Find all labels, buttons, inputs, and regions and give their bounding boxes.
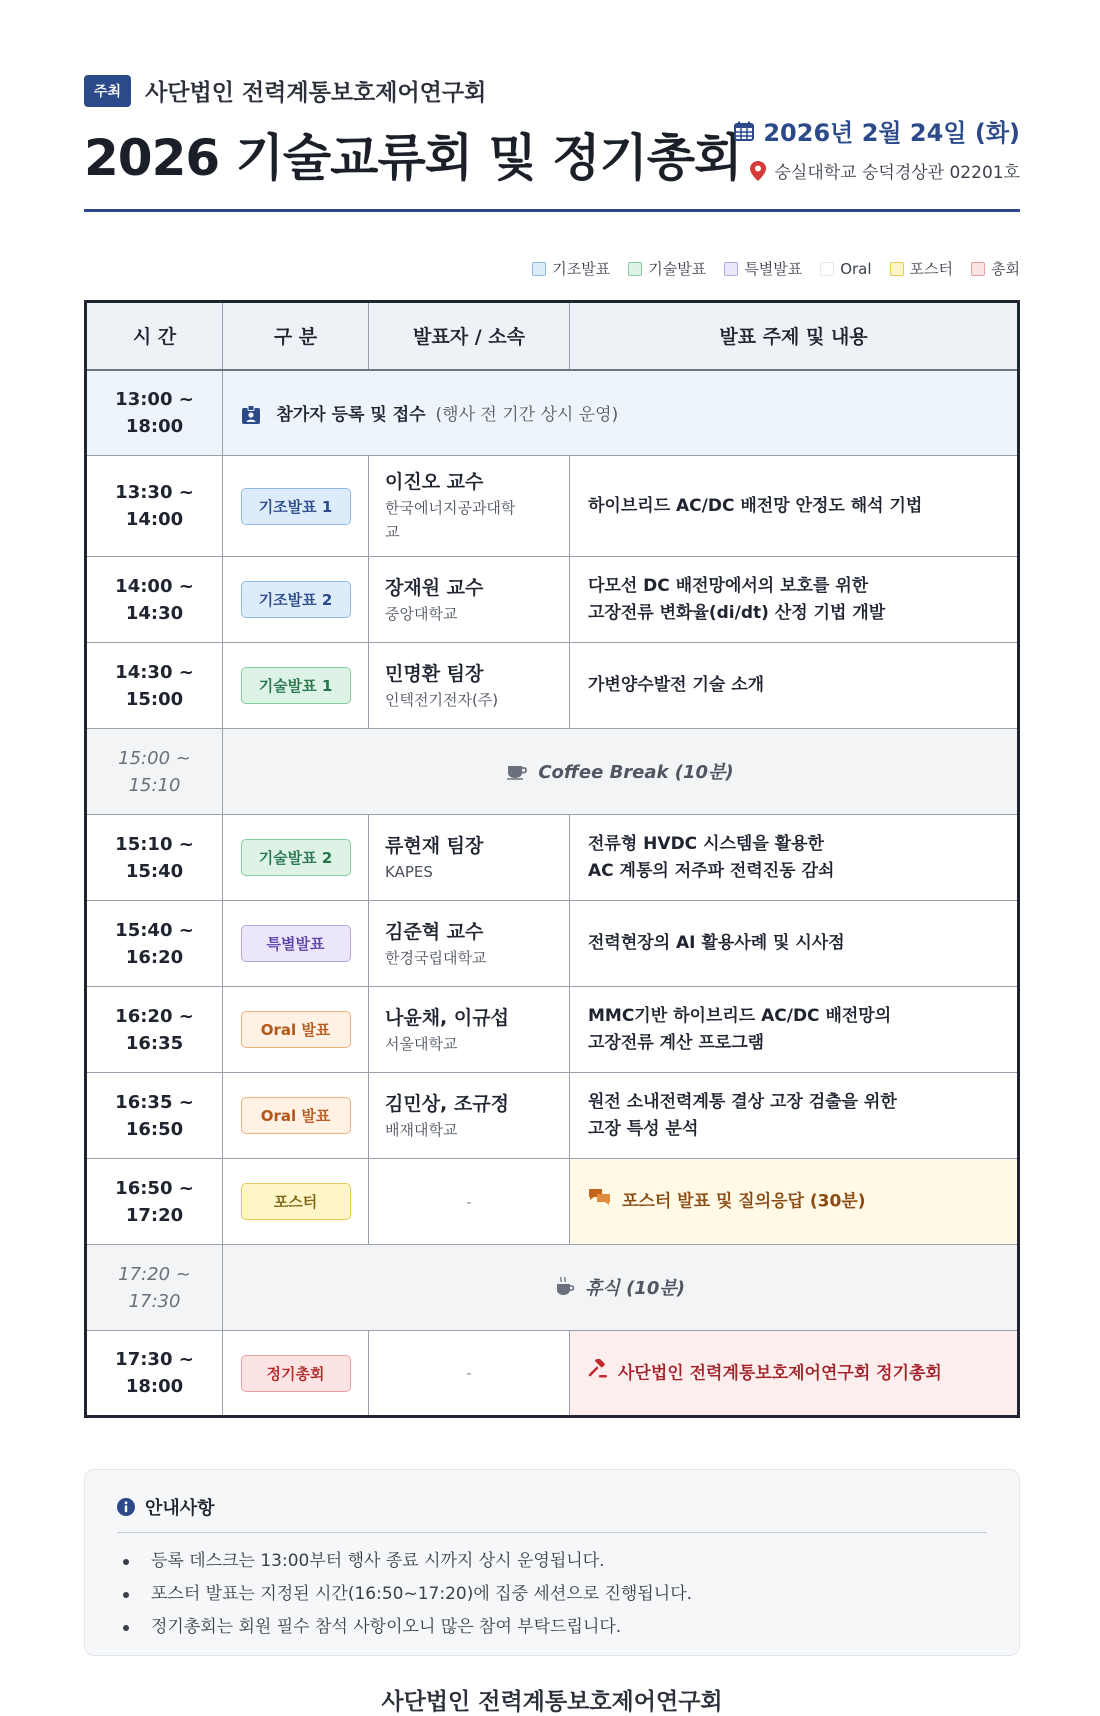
time-cell — [86, 643, 223, 729]
legend-label: 특별발표 — [744, 260, 803, 278]
chat-bubbles-icon — [588, 1187, 612, 1216]
presenter-org: 한경국립대학교 — [385, 948, 487, 967]
host-row — [84, 74, 486, 107]
general-meeting-row — [86, 1331, 1019, 1417]
time-cell — [86, 987, 223, 1073]
type-cell — [223, 1159, 369, 1245]
presenter-name: 나윤채, 이규섭 — [385, 1006, 509, 1029]
registration-cell — [223, 370, 1019, 456]
topic-cell — [570, 1159, 1019, 1245]
session-row — [86, 901, 1019, 987]
topic-line: 원전 소내전력계통 결상 고장 검출을 위한 — [588, 1091, 897, 1112]
time-end: 14:30 — [125, 602, 184, 624]
rest-row-cell — [223, 1245, 1019, 1331]
table-header-row — [86, 302, 1019, 370]
type-cell — [223, 643, 369, 729]
topic-line: 고장전류 변화율(di/dt) 산정 기법 개발 — [588, 602, 886, 623]
host-badge: 주최 — [84, 75, 131, 107]
coffee-break-row — [86, 729, 1019, 815]
type-cell — [223, 456, 369, 557]
session-tag: Oral 발표 — [241, 1097, 351, 1134]
time-start: 13:30 ~ — [115, 482, 194, 503]
registration-note: (행사 전 기간 상시 운영) — [435, 405, 619, 426]
rest-row — [86, 1245, 1019, 1331]
time-cell — [86, 1331, 223, 1417]
notice-list — [117, 1545, 987, 1644]
header-presenter: 발표자 / 소속 — [369, 302, 570, 370]
time-cell — [86, 557, 223, 643]
topic-line: 고장 특성 분석 — [588, 1118, 699, 1139]
session-tag: 기술발표 1 — [241, 667, 351, 704]
topic-line: 가변양수발전 기술 소개 — [588, 675, 765, 695]
coffee-break-row-label: Coffee Break (10분) — [538, 762, 734, 784]
time-end: 15:10 — [128, 774, 181, 796]
type-cell — [223, 901, 369, 987]
time-start: 17:20 ~ — [118, 1263, 191, 1285]
coffee-icon — [555, 1276, 575, 1301]
time-start: 13:00 ~ — [115, 388, 194, 410]
time-cell — [86, 1073, 223, 1159]
notice-box — [84, 1469, 1020, 1656]
presenter-cell-empty: - — [369, 1331, 570, 1417]
footer-org-name: 사단법인 전력계통보호제어연구회 — [381, 1689, 723, 1715]
time-start: 16:35 ~ — [115, 1091, 194, 1113]
type-cell — [223, 1331, 369, 1417]
topic-cell — [570, 987, 1019, 1073]
time-end: 18:00 — [125, 415, 184, 437]
presenter-cell — [369, 901, 570, 987]
poster-row — [86, 1159, 1019, 1245]
session-tag: Oral 발표 — [241, 1011, 351, 1048]
presenter-org: 중앙대학교 — [385, 604, 458, 623]
session-tag: 포스터 — [241, 1183, 351, 1220]
event-date — [733, 113, 1020, 148]
event-location — [750, 158, 1020, 183]
presenter-cell — [369, 1073, 570, 1159]
registration-label: 참가자 등록 및 접수 — [276, 405, 426, 426]
legend-label: 기조발표 — [552, 260, 611, 278]
legend-item — [724, 258, 802, 279]
time-start: 14:00 ~ — [115, 575, 194, 597]
event-date-text: 2026년 2월 24일 (화) — [763, 119, 1020, 147]
presenter-org: KAPES — [385, 862, 433, 881]
time-cell — [86, 1245, 223, 1331]
time-cell — [86, 729, 223, 815]
presenter-name: 류현재 팀장 — [385, 834, 484, 857]
time-cell — [86, 901, 223, 987]
presenter-name: 김준혁 교수 — [385, 920, 484, 943]
page-title: 2026 기술교류회 및 정기총회 — [84, 129, 742, 187]
time-cell — [86, 815, 223, 901]
legend-swatch — [532, 262, 546, 276]
id-badge-icon — [241, 405, 261, 425]
presenter-name: 김민상, 조규정 — [385, 1092, 509, 1115]
presenter-name: 장재원 교수 — [385, 576, 484, 599]
topic-line: AC 계통의 저주파 전력진동 감쇠 — [588, 860, 835, 881]
topic-line: 고장전류 계산 프로그램 — [588, 1032, 765, 1053]
poster-row-label: 포스터 발표 및 질의응답 (30분) — [622, 1191, 866, 1212]
presenter-cell — [369, 557, 570, 643]
session-tag: 특별발표 — [241, 925, 351, 962]
time-cell — [86, 456, 223, 557]
map-pin-icon — [750, 161, 766, 181]
time-start: 14:30 ~ — [115, 661, 194, 683]
header-divider — [84, 209, 1020, 212]
session-tag: 기조발표 1 — [241, 488, 351, 525]
time-start: 16:20 ~ — [115, 1005, 194, 1027]
notice-item: 포스터 발표는 지정된 시간(16:50~17:20)에 집중 세션으로 진행됩니다. — [117, 1578, 987, 1611]
legend-item — [628, 258, 706, 279]
event-location-text: 숭실대학교 숭덕경상관 02201호 — [774, 163, 1020, 183]
legend-label: 포스터 — [909, 260, 954, 278]
topic-line: 하이브리드 AC/DC 배전망 안정도 해석 기법 — [588, 495, 923, 516]
notice-title: 안내사항 — [145, 1498, 215, 1519]
legend-item — [820, 260, 871, 278]
session-row — [86, 815, 1019, 901]
legend-swatch — [724, 262, 738, 276]
general-meeting-row-label: 사단법인 전력계통보호제어연구회 정기총회 — [618, 1363, 942, 1383]
presenter-org: 교 — [385, 523, 400, 541]
legend-item — [890, 258, 953, 279]
time-end: 14:00 — [125, 509, 184, 530]
presenter-cell — [369, 643, 570, 729]
session-row — [86, 456, 1019, 557]
legend-swatch — [820, 262, 834, 276]
time-end: 15:40 — [125, 860, 184, 882]
coffee-break-row-cell — [223, 729, 1019, 815]
presenter-cell-empty: - — [369, 1159, 570, 1245]
topic-cell — [570, 456, 1019, 557]
legend-swatch — [890, 262, 904, 276]
type-cell — [223, 815, 369, 901]
header-time: 시 간 — [86, 302, 223, 370]
time-start: 15:40 ~ — [115, 919, 194, 941]
gavel-icon — [588, 1359, 608, 1388]
legend-label: 총회 — [991, 260, 1020, 278]
legend-swatch — [628, 262, 642, 276]
session-row — [86, 557, 1019, 643]
legend-item — [971, 258, 1020, 279]
header-topic: 발표 주제 및 내용 — [570, 302, 1019, 370]
time-cell — [86, 1159, 223, 1245]
time-end: 18:00 — [125, 1376, 184, 1397]
notice-item: 등록 데스크는 13:00부터 행사 종료 시까지 상시 운영됩니다. — [117, 1545, 987, 1578]
legend-label: Oral — [840, 259, 872, 278]
time-cell — [86, 370, 223, 456]
session-row — [86, 1073, 1019, 1159]
notice-header — [117, 1494, 987, 1533]
topic-line: MMC기반 하이브리드 AC/DC 배전망의 — [588, 1005, 892, 1026]
presenter-name: 민명환 팀장 — [385, 662, 484, 685]
type-cell — [223, 987, 369, 1073]
legend — [514, 258, 1020, 279]
session-row — [86, 987, 1019, 1073]
topic-cell — [570, 643, 1019, 729]
presenter-cell — [369, 456, 570, 557]
legend-item — [532, 258, 610, 279]
notice-item: 정기총회는 회원 필수 참석 사항이오니 많은 참여 부탁드립니다. — [117, 1611, 987, 1644]
time-end: 17:20 — [125, 1204, 184, 1226]
topic-line: 다모선 DC 배전망에서의 보호를 위한 — [588, 575, 869, 596]
time-end: 17:30 — [128, 1290, 181, 1312]
presenter-cell — [369, 815, 570, 901]
time-end: 15:00 — [125, 688, 184, 710]
session-tag: 기술발표 2 — [241, 839, 351, 876]
time-end: 16:50 — [125, 1118, 184, 1140]
presenter-org: 배재대학교 — [385, 1120, 458, 1139]
topic-cell — [570, 557, 1019, 643]
time-end: 16:20 — [125, 946, 184, 968]
presenter-org: 한국에너지공과대학 — [385, 499, 516, 517]
session-tag: 정기총회 — [241, 1355, 351, 1392]
type-cell — [223, 1073, 369, 1159]
header-type: 구 분 — [223, 302, 369, 370]
presenter-org: 서울대학교 — [385, 1034, 458, 1053]
time-start: 17:30 ~ — [115, 1349, 194, 1370]
topic-cell — [570, 1073, 1019, 1159]
type-cell — [223, 557, 369, 643]
registration-row — [86, 370, 1019, 456]
topic-line: 전력현장의 AI 활용사례 및 시사점 — [588, 933, 845, 953]
session-row — [86, 643, 1019, 729]
time-start: 15:10 ~ — [115, 833, 194, 855]
presenter-name: 이진오 교수 — [385, 471, 484, 493]
topic-cell — [570, 1331, 1019, 1417]
info-icon — [117, 1498, 135, 1516]
topic-cell — [570, 815, 1019, 901]
session-tag: 기조발표 2 — [241, 581, 351, 618]
coffee-icon — [506, 762, 528, 785]
time-start: 16:50 ~ — [115, 1177, 194, 1199]
legend-label: 기술발표 — [648, 260, 707, 278]
time-start: 15:00 ~ — [118, 747, 191, 769]
host-name: 사단법인 전력계통보호제어연구회 — [145, 80, 487, 106]
schedule-table — [84, 300, 1020, 1418]
calendar-icon — [733, 120, 755, 142]
topic-line: 전류형 HVDC 시스템을 활용한 — [588, 833, 824, 854]
rest-row-label: 휴식 (10분) — [585, 1277, 685, 1299]
time-end: 16:35 — [125, 1032, 184, 1054]
presenter-org: 인텍전기전자(주) — [385, 690, 499, 709]
presenter-cell — [369, 987, 570, 1073]
legend-swatch — [971, 262, 985, 276]
topic-cell — [570, 901, 1019, 987]
